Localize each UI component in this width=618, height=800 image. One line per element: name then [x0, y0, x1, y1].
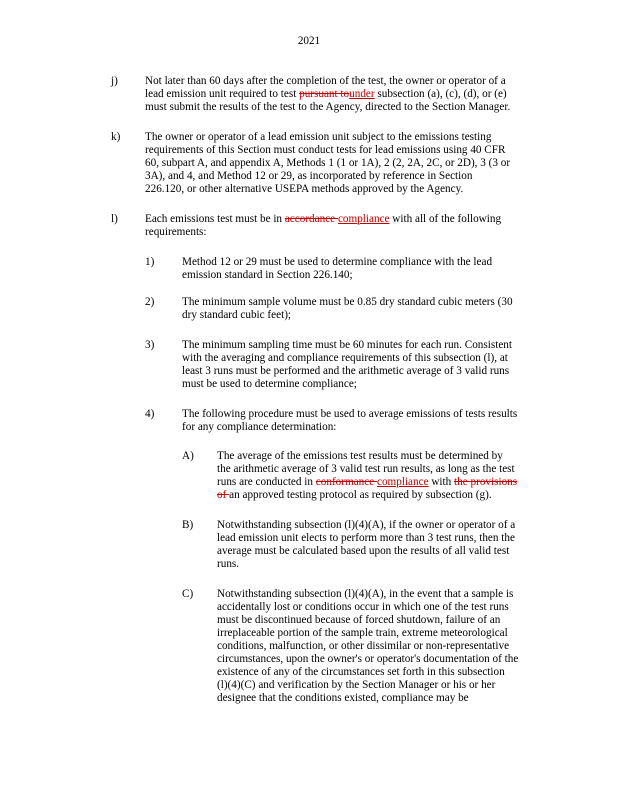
paragraph-line: requirements of this Section must conduct tests for lead emissions using 40 CFR	[145, 144, 506, 156]
paragraph-line: Notwithstanding subsection (l)(4)(A), in the event that a sample is	[217, 588, 514, 600]
paragraph-line	[217, 489, 492, 502]
paragraph-line: accidentally lost or conditions occur in which one of the test runs	[217, 601, 509, 613]
text-run: lead emission unit required to test	[145, 88, 300, 100]
paragraph-line: The minimum sampling time must be 60 minutes for each run. Consistent	[182, 339, 512, 351]
text-run: subsection (a), (c), (d), or (e)	[374, 88, 507, 100]
deleted-text: pursuant to	[299, 88, 350, 100]
paragraph-line: The average of the emissions test results must be determined by	[217, 450, 503, 462]
paragraph-line: average must be calculated based upon the results of all valid test	[217, 545, 510, 557]
paragraph-line: Notwithstanding subsection (l)(4)(A), if the owner or operator of a	[217, 519, 516, 531]
paragraph-line: must be used to determine compliance;	[182, 378, 357, 390]
paragraph-line: The following procedure must be used to average emissions of tests results	[182, 408, 518, 420]
deleted-text: accordance	[284, 213, 338, 225]
inserted-text: under	[349, 88, 375, 100]
text-run: with	[428, 476, 455, 488]
paragraph-line: The minimum sample volume must be 0.85 dry standard cubic meters (30	[182, 296, 513, 308]
paragraph-line: emission standard in Section 226.140;	[182, 269, 353, 281]
text-run: runs are conducted in	[217, 476, 316, 488]
inserted-text: compliance	[376, 476, 429, 488]
paragraph-line: lead emission unit elects to perform more than 3 test runs, then the	[217, 532, 515, 544]
paragraph-line: 60, subpart A, and appendix A, Methods 1 (1 or 1A), 2 (2, 2A, 2C, or 2D), 3 (3 or	[145, 157, 511, 169]
paragraph-line	[145, 88, 507, 101]
paragraph-line: least 3 runs must be performed and the arithmetic average of 3 valid runs	[182, 365, 510, 377]
item-label-k: k)	[111, 131, 121, 143]
paragraph-line: for any compliance determination:	[182, 421, 337, 433]
item-label-3: 3)	[145, 339, 155, 351]
item-label-4: 4)	[145, 408, 155, 420]
page-number: 2021	[297, 35, 321, 47]
paragraph-line: (l)(4)(C) and verification by the Section Manager or his or her	[217, 679, 496, 691]
paragraph-line: the arithmetic average of 3 valid test run results, as long as the test	[217, 463, 515, 475]
paragraph-line: dry standard cubic feet);	[182, 309, 292, 321]
item-label-a: A)	[182, 450, 194, 462]
paragraph-line: Not later than 60 days after the completion of the test, the owner or operator of a	[145, 75, 506, 87]
paragraph-line: conditions, malfunction, or other dissimilar or non-representative	[217, 640, 510, 652]
deleted-text: conformance	[315, 476, 377, 488]
paragraph-line: The owner or operator of a lead emission unit subject to the emissions testing	[145, 131, 492, 143]
deleted-text: of	[217, 489, 230, 501]
item-label-2: 2)	[145, 296, 155, 308]
item-label-j: j)	[111, 75, 118, 87]
paragraph-line: Method 12 or 29 must be used to determine compliance with the lead	[182, 256, 493, 268]
text-run: with all of the following	[389, 213, 502, 225]
item-label-1: 1)	[145, 256, 155, 268]
item-label-l: l)	[111, 213, 118, 225]
paragraph-line: designee that the conditions existed, compliance may be	[217, 692, 469, 704]
paragraph-line: with the averaging and compliance requirements of this subsection (l), at	[182, 352, 508, 364]
item-label-b: B)	[182, 519, 194, 531]
paragraph-line: must be discontinued because of forced shutdown, failure of an	[217, 614, 501, 626]
paragraph-line: requirements:	[145, 226, 207, 238]
paragraph-line: irreplaceable portion of the sample train, extreme meteorological	[217, 627, 508, 639]
deleted-text: the provisions	[454, 476, 518, 488]
paragraph-line: 226.120, or other alternative USEPA methods approved by the Agency.	[145, 183, 464, 195]
paragraph-line: must submit the results of the test to the Agency, directed to the Section Manager.	[145, 101, 511, 113]
paragraph-line: existence of any of the circumstances set forth in this subsection	[217, 666, 505, 678]
text-run: Each emissions test must be in	[145, 213, 285, 225]
inserted-text: compliance	[337, 213, 390, 225]
paragraph-line: circumstances, upon the owner's or operator's documentation of the	[217, 653, 519, 665]
paragraph-line	[145, 213, 501, 226]
paragraph-line	[217, 476, 517, 489]
paragraph-line: 3A), and 4, and Method 12 or 29, as incorporated by reference in Section	[145, 170, 473, 182]
text-run: an approved testing protocol as required by subsection (g).	[229, 489, 492, 501]
item-label-c: C)	[182, 588, 194, 600]
paragraph-line: runs.	[217, 558, 240, 570]
